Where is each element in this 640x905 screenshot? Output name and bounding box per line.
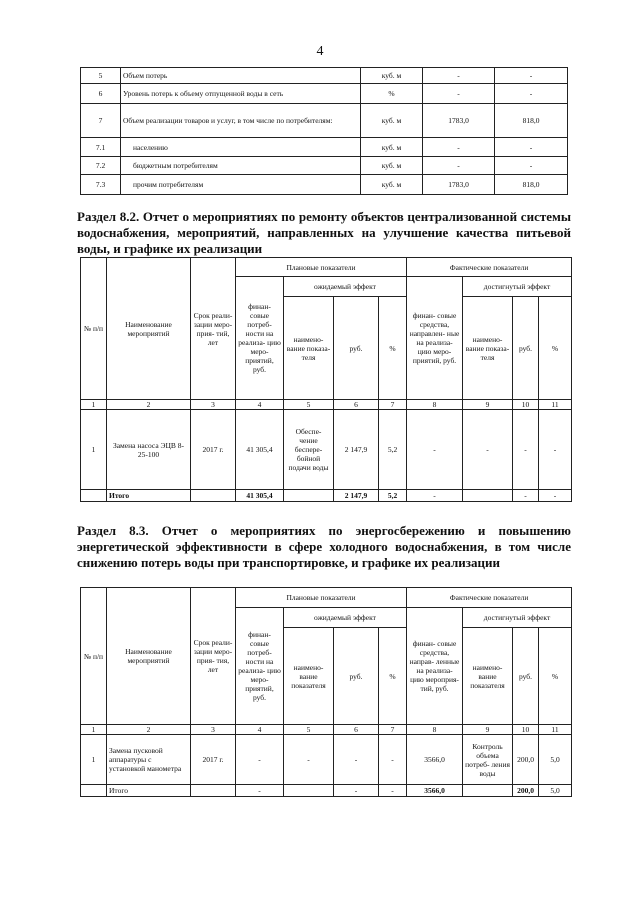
total-label: Итого bbox=[107, 490, 191, 502]
header-actual: Фактические показатели bbox=[407, 588, 572, 608]
header-rub: руб. bbox=[334, 297, 379, 400]
cell-v2: - bbox=[495, 157, 568, 175]
header-plan-ind: наимено- вание показа- теля bbox=[284, 297, 334, 400]
header-pct: % bbox=[379, 628, 407, 725]
column-number: 6 bbox=[334, 725, 379, 735]
column-number: 5 bbox=[284, 400, 334, 410]
header-fact-fin: финан- совые средства, направлен- ные на реализа- цию меро- приятий, руб. bbox=[407, 277, 463, 400]
section-8-3-table bbox=[80, 587, 572, 797]
header-plan-fin: финан- совые потреб- ности на реализа- цию меро- приятий, руб. bbox=[236, 608, 284, 725]
cell-unit: куб. м bbox=[361, 157, 423, 175]
column-number: 9 bbox=[463, 400, 513, 410]
header-rub: руб. bbox=[513, 297, 539, 400]
cell-plan-pct: 5,2 bbox=[379, 410, 407, 490]
cell-v2: 818,0 bbox=[495, 104, 568, 138]
total-row bbox=[81, 785, 572, 797]
cell-unit: куб. м bbox=[361, 68, 423, 84]
header-pct: % bbox=[539, 297, 572, 400]
table-row bbox=[81, 157, 568, 175]
column-number: 9 bbox=[463, 725, 513, 735]
table-row bbox=[81, 68, 568, 84]
header-planned: Плановые показатели bbox=[236, 258, 407, 277]
cell-name: прочим потребителям bbox=[121, 175, 361, 195]
cell-num: 5 bbox=[81, 68, 121, 84]
column-number: 11 bbox=[539, 400, 572, 410]
total-plan-fin: 41 305,4 bbox=[236, 490, 284, 502]
cell-name: Замена пусковой аппаратуры с установкой манометра bbox=[107, 735, 191, 785]
column-number: 1 bbox=[81, 400, 107, 410]
cell-name: Уровень потерь к объему отпущенной воды в сеть bbox=[121, 84, 361, 104]
header-plan-ind: наимено- вание показателя bbox=[284, 628, 334, 725]
header-term: Срок реали- зации меро- прия- тия, лет bbox=[191, 588, 236, 725]
total-fact-fin: 3566,0 bbox=[407, 785, 463, 797]
table-row bbox=[81, 104, 568, 138]
section-8-2-table bbox=[80, 257, 572, 502]
cell-num: 1 bbox=[81, 410, 107, 490]
column-number: 2 bbox=[107, 725, 191, 735]
header-rub: руб. bbox=[334, 628, 379, 725]
column-number: 1 bbox=[81, 725, 107, 735]
cell-fact-pct: - bbox=[539, 410, 572, 490]
total-fact-rub: 200,0 bbox=[513, 785, 539, 797]
table-row bbox=[81, 175, 568, 195]
cell-plan-rub: - bbox=[334, 735, 379, 785]
header-expected: ожидаемый эффект bbox=[284, 608, 407, 628]
header-name: Наименование мероприятий bbox=[107, 258, 191, 400]
cell-fact-ind: - bbox=[463, 410, 513, 490]
column-numbers-row bbox=[81, 725, 572, 735]
header-fact-ind: наимено- вание показателя bbox=[463, 628, 513, 725]
cell-plan-fin: 41 305,4 bbox=[236, 410, 284, 490]
table-row bbox=[81, 410, 572, 490]
cell-v1: 1783,0 bbox=[423, 175, 495, 195]
cell-v2: - bbox=[495, 84, 568, 104]
cell-plan-fin: - bbox=[236, 735, 284, 785]
column-number: 4 bbox=[236, 725, 284, 735]
column-number: 4 bbox=[236, 400, 284, 410]
column-number: 3 bbox=[191, 725, 236, 735]
column-number: 10 bbox=[513, 725, 539, 735]
cell-num: 7.3 bbox=[81, 175, 121, 195]
header-num: № п/п bbox=[81, 258, 107, 400]
column-number: 8 bbox=[407, 725, 463, 735]
header-term: Срок реали- зации меро- прия- тий, лет bbox=[191, 258, 236, 400]
column-number: 7 bbox=[379, 400, 407, 410]
cell-plan-ind: - bbox=[284, 735, 334, 785]
column-numbers-row bbox=[81, 400, 572, 410]
header-num: № п/п bbox=[81, 588, 107, 725]
header-pct: % bbox=[379, 297, 407, 400]
cell-fact-pct: 5,0 bbox=[539, 735, 572, 785]
cell-num: 7.2 bbox=[81, 157, 121, 175]
total-fact-fin: - bbox=[407, 490, 463, 502]
total-plan-rub: - bbox=[334, 785, 379, 797]
column-number: 3 bbox=[191, 400, 236, 410]
table-row bbox=[81, 138, 568, 157]
total-plan-pct: - bbox=[379, 785, 407, 797]
column-number: 8 bbox=[407, 400, 463, 410]
header-expected: ожидаемый эффект bbox=[284, 277, 407, 297]
header-plan-fin: финан- совые потреб- ности на реализа- цию меро- приятий, руб. bbox=[236, 277, 284, 400]
cell-fact-fin: - bbox=[407, 410, 463, 490]
cell-term: 2017 г. bbox=[191, 410, 236, 490]
cell-v2: - bbox=[495, 68, 568, 84]
cell-fact-rub: - bbox=[513, 410, 539, 490]
cell-v1: - bbox=[423, 138, 495, 157]
header-rub: руб. bbox=[513, 628, 539, 725]
page-number: 4 bbox=[316, 44, 324, 59]
total-plan-fin: - bbox=[236, 785, 284, 797]
cell-num: 7.1 bbox=[81, 138, 121, 157]
section-8-2-heading: Раздел 8.2. Отчет о мероприятиях по ремонту объектов централизованной системы водоснабжения, мероприятий, направленных на улучшение качества питьевой воды, и графике их реализации bbox=[77, 209, 571, 256]
column-number: 11 bbox=[539, 725, 572, 735]
cell-name: населению bbox=[121, 138, 361, 157]
cell-fact-rub: 200,0 bbox=[513, 735, 539, 785]
cell-num: 1 bbox=[81, 735, 107, 785]
cell-v1: 1783,0 bbox=[423, 104, 495, 138]
header-actual: Фактические показатели bbox=[407, 258, 572, 277]
section-8-3-heading: Раздел 8.3. Отчет о мероприятиях по энергосбережению и повышению энергетической эффективности в сфере холодного водоснабжения, в том числе снижению потерь воды при транспортировке, и графике их реализации bbox=[77, 523, 571, 570]
cell-unit: куб. м bbox=[361, 138, 423, 157]
cell-v1: - bbox=[423, 84, 495, 104]
column-number: 7 bbox=[379, 725, 407, 735]
cell-unit: % bbox=[361, 84, 423, 104]
cell-name: Замена насоса ЭЦВ 8-25-100 bbox=[107, 410, 191, 490]
header-pct: % bbox=[539, 628, 572, 725]
cell-plan-ind: Обеспе- чение беспере- бойной подачи воды bbox=[284, 410, 334, 490]
cell-fact-ind: Контроль объема потреб- ления воды bbox=[463, 735, 513, 785]
cell-name: Объем реализации товаров и услуг, в том числе по потребителям: bbox=[121, 104, 361, 138]
total-label: Итого bbox=[107, 785, 191, 797]
column-number: 2 bbox=[107, 400, 191, 410]
header-planned: Плановые показатели bbox=[236, 588, 407, 608]
cell-fact-fin: 3566,0 bbox=[407, 735, 463, 785]
losses-table bbox=[80, 67, 568, 195]
cell-unit: куб. м bbox=[361, 104, 423, 138]
cell-unit: куб. м bbox=[361, 175, 423, 195]
cell-term: 2017 г. bbox=[191, 735, 236, 785]
cell-v2: - bbox=[495, 138, 568, 157]
cell-name: Объем потерь bbox=[121, 68, 361, 84]
column-number: 6 bbox=[334, 400, 379, 410]
column-number: 10 bbox=[513, 400, 539, 410]
cell-name: бюджетным потребителям bbox=[121, 157, 361, 175]
total-row bbox=[81, 490, 572, 502]
cell-v1: - bbox=[423, 157, 495, 175]
cell-v2: 818,0 bbox=[495, 175, 568, 195]
header-fact-fin: финан- совые средства, направ- ленные на реализа- цию мероприя- тий, руб. bbox=[407, 608, 463, 725]
total-fact-pct: - bbox=[539, 490, 572, 502]
cell-plan-rub: 2 147,9 bbox=[334, 410, 379, 490]
total-fact-pct: 5,0 bbox=[539, 785, 572, 797]
cell-v1: - bbox=[423, 68, 495, 84]
header-fact-ind: наимено- вание показа- теля bbox=[463, 297, 513, 400]
column-number: 5 bbox=[284, 725, 334, 735]
cell-num: 7 bbox=[81, 104, 121, 138]
total-fact-rub: - bbox=[513, 490, 539, 502]
header-achieved: достигнутый эффект bbox=[463, 608, 572, 628]
table-row bbox=[81, 84, 568, 104]
cell-num: 6 bbox=[81, 84, 121, 104]
table-row bbox=[81, 735, 572, 785]
header-name: Наименование мероприятий bbox=[107, 588, 191, 725]
total-plan-pct: 5,2 bbox=[379, 490, 407, 502]
total-plan-rub: 2 147,9 bbox=[334, 490, 379, 502]
cell-plan-pct: - bbox=[379, 735, 407, 785]
header-achieved: достигнутый эффект bbox=[463, 277, 572, 297]
